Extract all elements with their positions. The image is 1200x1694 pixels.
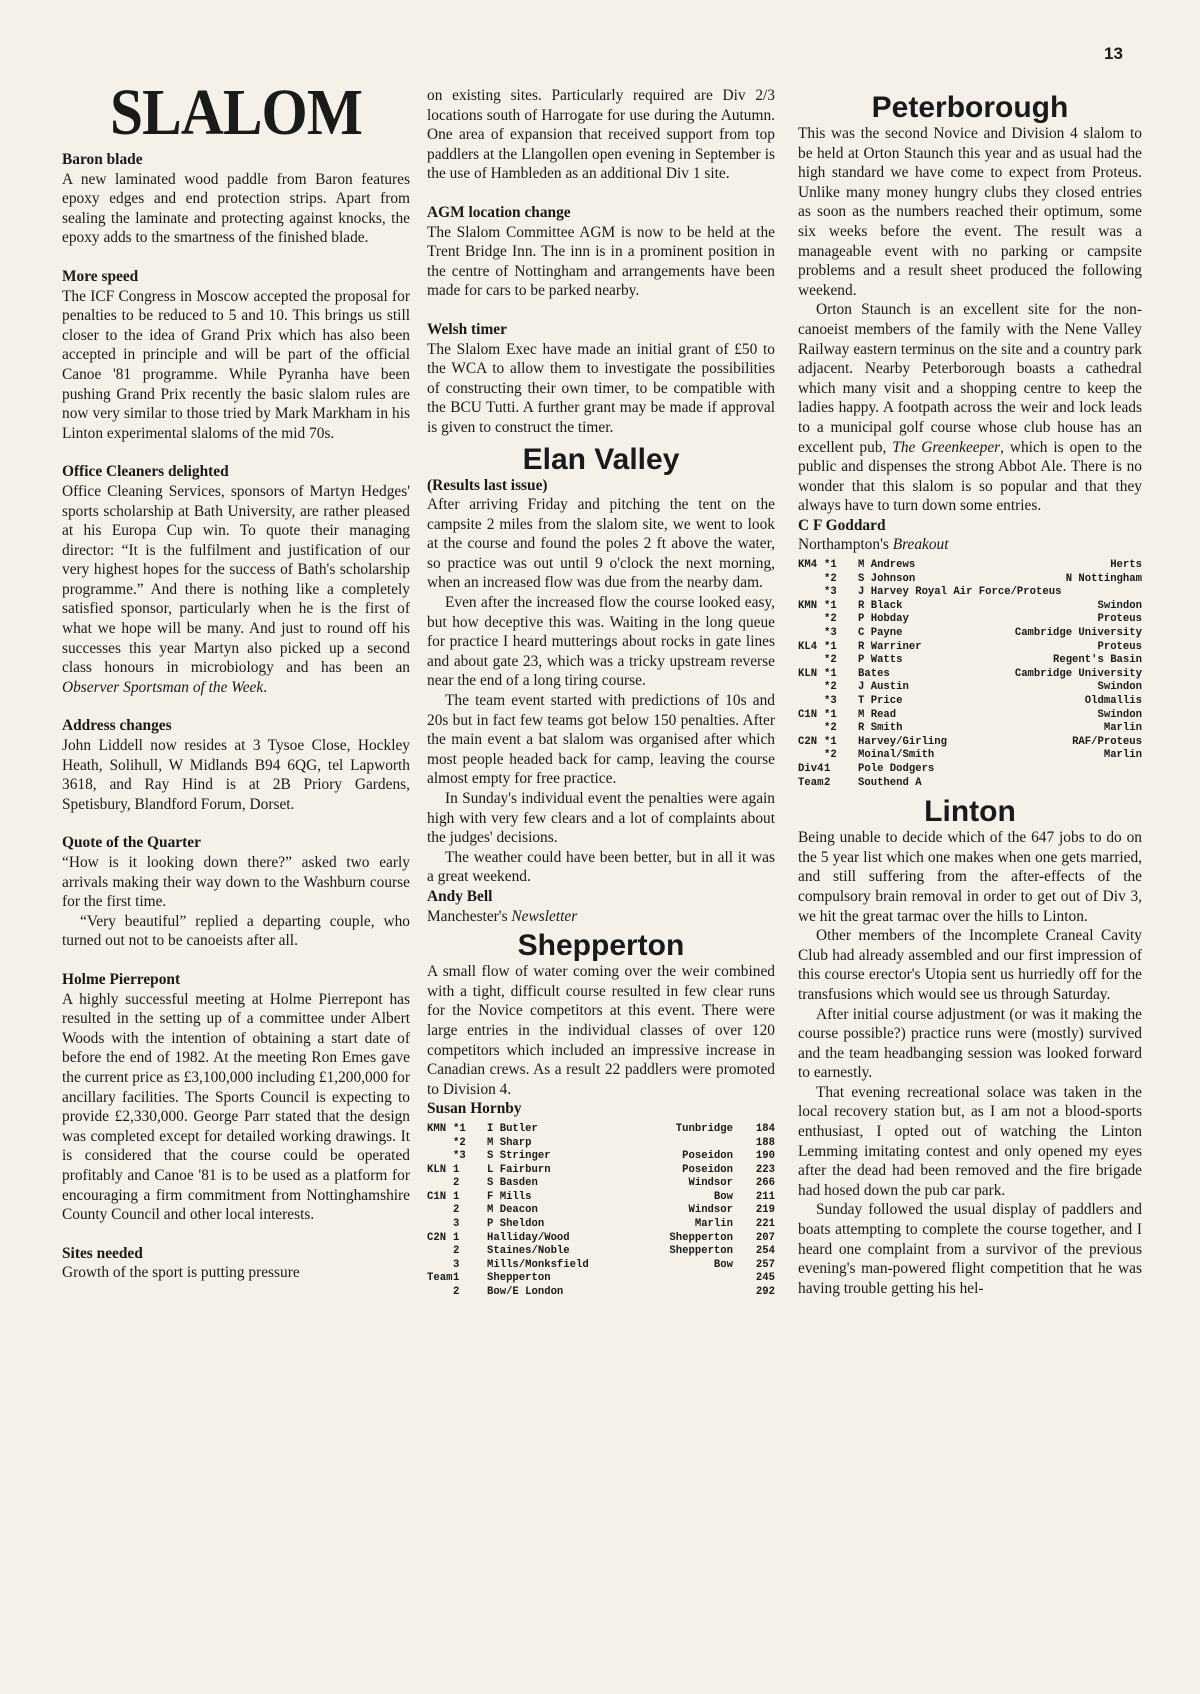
article-paragraph: Other members of the Incomplete Craneal Cavity Club had already assembled and our first impression of this course erector's Utopia sent us hurriedly off for the transfusions which would see us through Saturday. [798,927,1142,1003]
article-author: Susan Hornby [427,1100,522,1118]
result-position: *1 [824,559,837,572]
result-club: Marlin [694,1218,733,1231]
article-paragraph: A small flow of water coming over the weir combined with a tight, difficult course resulted in few clear runs for the Novice competitors at this event. There were large entries in the individual classes of over 120 competitors which included an impressive increase in Canadian crews. As a result 22 paddlers were promoted to Division 4. [427,963,775,1098]
result-class [427,1245,453,1259]
result-row [798,613,1142,627]
body-text: Orton Staunch is an excellent site for the non-canoeist members of the family with the Nene Valley Railway eastern terminus on the site and a country park adjacent. Nearby Peterborough boasts a cathedral which many visit and a shopping centre to keep the ladies happy. A footpath across the weir and lock leads to a municipal golf course whose club house has an excellent pub, [798,301,1142,456]
result-name: T Price [858,695,903,707]
result-name: J Austin [858,681,909,694]
result-score: 223 [755,1163,775,1176]
result-class [427,1177,453,1191]
result-position: *2 [824,654,837,667]
result-class [427,1150,453,1164]
result-name: J Harvey Royal Air Force/Proteus [858,586,1062,599]
result-position: 2 [453,1177,460,1190]
result-position: 2 [824,776,831,789]
section-holme-pierrepont [62,970,410,1225]
result-row [798,573,1142,587]
result-position: *2 [824,613,837,626]
result-class [798,586,824,600]
article-peterborough [798,92,1142,790]
result-position: 2 [453,1245,460,1258]
result-class: KL4 [798,640,818,653]
result-name: P Watts [858,654,903,667]
result-club: Cambridge University [1014,627,1142,640]
result-club: Cambridge University [1014,667,1142,680]
result-name: C Payne [858,627,903,640]
result-row [798,641,1142,655]
result-position: *2 [824,722,837,735]
result-class: C2N [798,735,818,748]
result-row [798,681,1142,695]
section-office-cleaners [62,462,410,697]
section-body: A highly successful meeting at Holme Pierrepont has resulted in the setting up of a committee under Albert Woods with the intention of obtaining a start date of before the end of 1982. At the meeting Ron Emes gave the current price as £3,100,000 including £1,200,000 for ancillary facilities. The Sports Council is expecting to provide £2,330,000. George Parr stated that the design was completed except for detailed working drawings. It is considered that the course could be operated profitably and Canoe '81 is to be used as a platform for encouraging a firm commitment from Nottinghamshire County Council and other local interests. [62,990,410,1224]
result-position: 2 [453,1286,460,1299]
result-row [798,763,1142,777]
result-name: M Read [858,708,897,721]
body-emphasis: The Greenkeeper [892,438,1001,456]
masthead: SLALOM [109,76,363,149]
result-row [798,749,1142,763]
source-text: Northampton's [798,536,893,554]
section-heading: Office Cleaners delighted [62,463,229,481]
result-name: S Basden [487,1177,538,1190]
section-address-changes [62,716,410,814]
section-heading: Welsh timer [427,320,507,338]
result-position: *1 [824,667,837,680]
result-row [427,1164,775,1178]
result-row [798,600,1142,614]
result-class [798,627,824,641]
result-position: 1 [453,1190,460,1203]
result-club: Regent's Basin [1052,654,1142,667]
result-row [427,1286,775,1300]
result-name: S Stringer [487,1150,551,1163]
result-club: Proteus [1097,613,1142,626]
result-position: *2 [824,681,837,694]
result-class: Team [427,1272,453,1285]
result-position: *2 [453,1136,466,1149]
section-heading: Sites needed [62,1244,143,1262]
body-text: . [263,678,268,696]
result-position: *3 [824,586,837,599]
result-row [798,586,1142,600]
section-heading: Quote of the Quarter [62,834,201,852]
section-body: “Very beautiful” replied a departing couple, who turned out not to be canoeists after all. [62,912,410,950]
result-row [427,1123,775,1137]
result-club: RAF/Proteus [1072,735,1142,748]
result-class: KM4 [798,559,818,572]
result-row [798,668,1142,682]
result-row [427,1177,775,1191]
result-name: Staines/Noble [487,1245,570,1258]
result-name: P Hobday [858,613,909,626]
result-class: C1N [427,1190,447,1203]
section-sites-needed-continued [427,86,775,184]
result-name: M Andrews [858,559,916,572]
results-table [427,1123,775,1300]
section-more-speed [62,267,410,443]
result-name: S Johnson [858,572,916,585]
result-name: Bates [858,667,890,680]
result-row [798,627,1142,641]
section-welsh-timer [427,320,775,438]
result-position: 3 [453,1218,460,1231]
article-shepperton [427,930,775,1299]
section-body: The Slalom Committee AGM is now to be held at the Trent Bridge Inn. The inn is in a prominent position in the centre of Nottingham and arrangements have been made for cars to be parked nearby. [427,223,775,300]
section-quote [62,833,410,951]
result-club: N Nottingham [1065,572,1142,585]
result-name: Bow/E London [487,1286,564,1299]
result-class [798,654,824,668]
result-club: Shepperton [669,1245,733,1258]
body-text: Office Cleaning Services, sponsors of Martyn Hedges' sports scholarship at Bath University, are rather pleased at his Europa Cup win. To quote their managing director: “It is the fulfilment and justification of our very highest hopes for the success of Bath's scholarship programme.” And there is nothing like a completely satisfied sponsor, particularly when he is the first of what we hope will be many. And just to round off his successes this year Martyn also picked up a second class honours in microbiology and has been an [62,482,410,677]
section-body: A new laminated wood paddle from Baron features epoxy edges and end protection strips. Apart from sealing the laminate and protecting against knocks, the epoxy adds to the smartness of the finished blade. [62,170,410,247]
result-row [427,1218,775,1232]
source-publication: Breakout [892,536,949,554]
result-class [427,1259,453,1273]
article-paragraph: After initial course adjustment (or was it making the course possible?) practice runs were (mostly) survived and the team headbanging session was looked forward to earnestly. [798,1005,1142,1082]
result-name: L Fairburn [487,1163,551,1176]
result-class [798,695,824,709]
section-sites-needed [62,1244,410,1283]
body-emphasis: Observer Sportsman of the Week [62,678,264,696]
result-class [798,681,824,695]
result-name: P Sheldon [487,1218,545,1231]
results-table [798,559,1142,790]
section-body: John Liddell now resides at 3 Tysoe Close, Hockley Heath, Solihull, W Midlands B94 6QG, tel Lapworth 3618, and Ray Hind is at 2B Priory Gardens, Spetisbury, Blandford Forum, Dorset. [62,737,410,813]
result-club: Poseidon [682,1163,733,1176]
result-position: 1 [824,762,831,775]
article-source [798,535,1142,555]
result-class: KLN [798,667,818,680]
result-class [427,1137,453,1151]
result-club: Oldmallis [1084,695,1142,707]
result-row [427,1272,775,1286]
column-2 [427,86,775,1306]
result-club: Marlin [1103,749,1142,762]
result-club: Shepperton [669,1231,733,1244]
article-paragraph: The weather could have been better, but in all it was a great weekend. [427,848,775,886]
article-paragraph: That evening recreational solace was taken in the local recovery station but, as I am not a blood-sports enthusiast, I opted out of watching the Linton Lemming imitating contest and only opened my eyes after the dead had been removed and the fire brigade had hosed down the pub car park. [798,1083,1142,1199]
column-3 [798,92,1142,1298]
result-club: Proteus [1097,640,1142,653]
article-paragraph: Being unable to decide which of the 647 jobs to do on the 5 year list which one makes when one gets married, and still suffering from the after-effects of the compulsory brain removal in order to get out of Div 3, we hit the great tarmac over the hills to Linton. [798,829,1142,925]
result-club: Swindon [1097,681,1142,694]
section-heading: Address changes [62,717,172,735]
result-row [798,559,1142,573]
result-position: *1 [453,1122,466,1135]
article-title: Linton [924,795,1016,829]
result-row [798,709,1142,723]
result-class: C1N [798,708,818,721]
result-position: 1 [453,1272,460,1285]
result-score: 190 [755,1150,775,1163]
result-name: Moinal/Smith [858,749,935,762]
section-heading: Holme Pierrepont [62,970,181,988]
result-name: Shepperton [487,1272,551,1285]
result-name: I Butler [487,1122,538,1135]
result-club: Swindon [1097,708,1142,721]
result-row [427,1204,775,1218]
result-position: 1 [453,1163,460,1176]
result-row [427,1232,775,1246]
result-class: KMN [798,599,818,612]
result-name: R Smith [858,722,903,735]
article-title: Peterborough [871,91,1069,124]
section-heading: More speed [62,267,139,285]
article-title: Elan Valley [522,442,680,476]
section-baron-blade [62,150,410,248]
result-position: *2 [824,572,837,585]
result-position: 2 [453,1204,460,1217]
result-class: KMN [427,1122,447,1135]
result-row [798,736,1142,750]
result-score: 221 [755,1218,775,1231]
result-club [625,1286,733,1300]
result-name: Southend A [858,776,922,789]
result-score: 245 [755,1272,775,1285]
result-name: Harvey/Girling [858,735,948,748]
result-row [798,654,1142,668]
result-row [427,1191,775,1205]
result-position: *1 [824,599,837,612]
result-row [427,1245,775,1259]
result-position: *2 [824,749,837,762]
result-class: KLN [427,1163,447,1176]
result-club [625,1272,733,1286]
result-position: 3 [453,1258,460,1271]
section-body: on existing sites. Particularly required are Div 2/3 locations south of Harrogate for use during the Autumn. One area of expansion that received support from top paddlers at the Llangollen open evening in September is the use of Hambleden as an additional Div 1 site. [427,87,775,183]
result-row [427,1150,775,1164]
article-linton [798,796,1142,1298]
column-1 [62,76,410,1283]
result-club: Poseidon [682,1150,733,1163]
result-position: *3 [453,1150,466,1163]
result-score: 207 [755,1231,775,1244]
result-name: M Sharp [487,1136,532,1149]
result-score: 266 [755,1177,775,1190]
article-author: Andy Bell [427,887,493,905]
result-class [798,722,824,736]
result-class: C2N [427,1231,447,1244]
result-score: 188 [755,1136,775,1149]
result-row [798,777,1142,791]
section-body [62,482,410,698]
result-score: 219 [755,1204,775,1217]
result-row [798,722,1142,736]
section-body: The ICF Congress in Moscow accepted the proposal for penalties to be reduced to 5 and 10. This brings us still closer to the idea of Grand Prix which has also been accepted in principle and will be part of the official Canoe '81 programme. While Pyranha have been pushing Grand Prix recently the basic slalom rules are now very similar to those tried by Mark Markham in his Linton experimental slaloms of the mid 70s. [62,287,410,442]
result-name: Halliday/Wood [487,1231,570,1244]
result-name: R Black [858,599,903,612]
result-row [427,1137,775,1151]
result-club: Bow [713,1190,733,1203]
result-row [798,695,1142,709]
result-position: *1 [824,708,837,721]
section-body: “How is it looking down there?” asked two early arrivals making their way down to the Washburn course for the first time. [62,854,410,911]
article-author: C F Goddard [798,516,886,534]
article-paragraph: Even after the increased flow the course looked easy, but how deceptive this was. Waiting in the long queue for practice I heard mutterings about rocks in gate lines and about gate 23, which was a tricky upstream reverse near the end of a long tiring course. [427,594,775,690]
article-elan-valley [427,444,775,927]
page-number: 13 [1104,44,1123,63]
result-position: *1 [824,735,837,748]
result-name: R Warriner [858,640,922,653]
article-paragraph: The team event started with predictions of 10s and 20s but in fact few teams got below 150 penalties. After the main event a bat slalom was organised after which most people headed back for camp, leaving the course almost empty for free practice. [427,692,775,788]
section-agm [427,203,775,301]
article-paragraph: Sunday followed the usual display of paddlers and boats attempting to complete the course together, and I heard one complaint from a survivor of the previous evening's man-powered flight competition that he was having trouble getting his hel- [798,1201,1142,1297]
result-position: 1 [453,1231,460,1244]
section-heading: Baron blade [62,151,143,168]
article-paragraph: This was the second Novice and Division 4 slalom to be held at Orton Staunch this year and as usual had the high standard we have come to expect from Proteus. Unlike many money hungry clubs they closed entries as soon as the numbers reached their optimum, some six weeks before the event. The result was a manageable event with no parking or campsite problems and a result sheet produced the following weekend. [798,125,1142,299]
result-row [427,1259,775,1273]
body-text: , which is open to the public and dispenses the strong Abbot Ale. There is no wonder that this slalom is so popular and that they always have to turn down some entries. [798,438,1142,515]
result-class: Team [798,776,824,789]
article-subtitle: (Results last issue) [427,476,548,494]
result-score: 257 [755,1258,775,1271]
result-score: 211 [755,1190,775,1203]
result-class [427,1218,453,1232]
result-name: M Deacon [487,1204,538,1217]
result-score: 292 [755,1286,775,1299]
result-name: Pole Dodgers [858,762,935,775]
result-score: 254 [755,1245,775,1258]
result-name: F Mills [487,1190,532,1203]
result-class: Div4 [798,762,824,775]
result-position: *3 [824,695,837,707]
section-heading: AGM location change [427,203,571,221]
result-club: Windsor [688,1177,733,1190]
result-class [427,1204,453,1218]
result-class [798,613,824,627]
result-club: Tunbridge [675,1122,733,1135]
result-club: Herts [1110,559,1142,572]
result-name: Mills/Monksfield [487,1258,589,1271]
result-club: Bow [713,1258,733,1271]
result-club: Windsor [688,1204,733,1217]
result-position: *1 [824,640,837,653]
result-score: 184 [755,1122,775,1135]
source-publication: Newsletter [511,907,578,925]
article-title: Shepperton [517,929,685,963]
result-class [798,573,824,587]
result-club: Marlin [1103,722,1142,735]
article-source [427,907,775,927]
result-club: Swindon [1097,599,1142,612]
section-body: Growth of the sport is putting pressure [62,1264,300,1282]
article-paragraph: After arriving Friday and pitching the tent on the campsite 2 miles from the slalom site, we went to look at the course and found the poles 2 ft above the water, so practice was out until 9 o'clock the next morning, when an increased flow was due from the nearby dam. [427,496,775,592]
article-paragraph: In Sunday's individual event the penalties were again high with very few clears and a lot of complaints about the judges' decisions. [427,790,775,847]
result-class [798,749,824,763]
result-class [427,1286,453,1300]
article-paragraph [798,300,1142,516]
section-body: The Slalom Exec have made an initial grant of £50 to the WCA to allow them to investigate the possibilities of constructing their own timer, to be compatible with the BCU Tutti. A further grant may be made if approval is given to construct the timer. [427,340,775,436]
result-club [625,1137,733,1151]
source-text: Manchester's [427,907,512,925]
result-position: *3 [824,627,837,640]
